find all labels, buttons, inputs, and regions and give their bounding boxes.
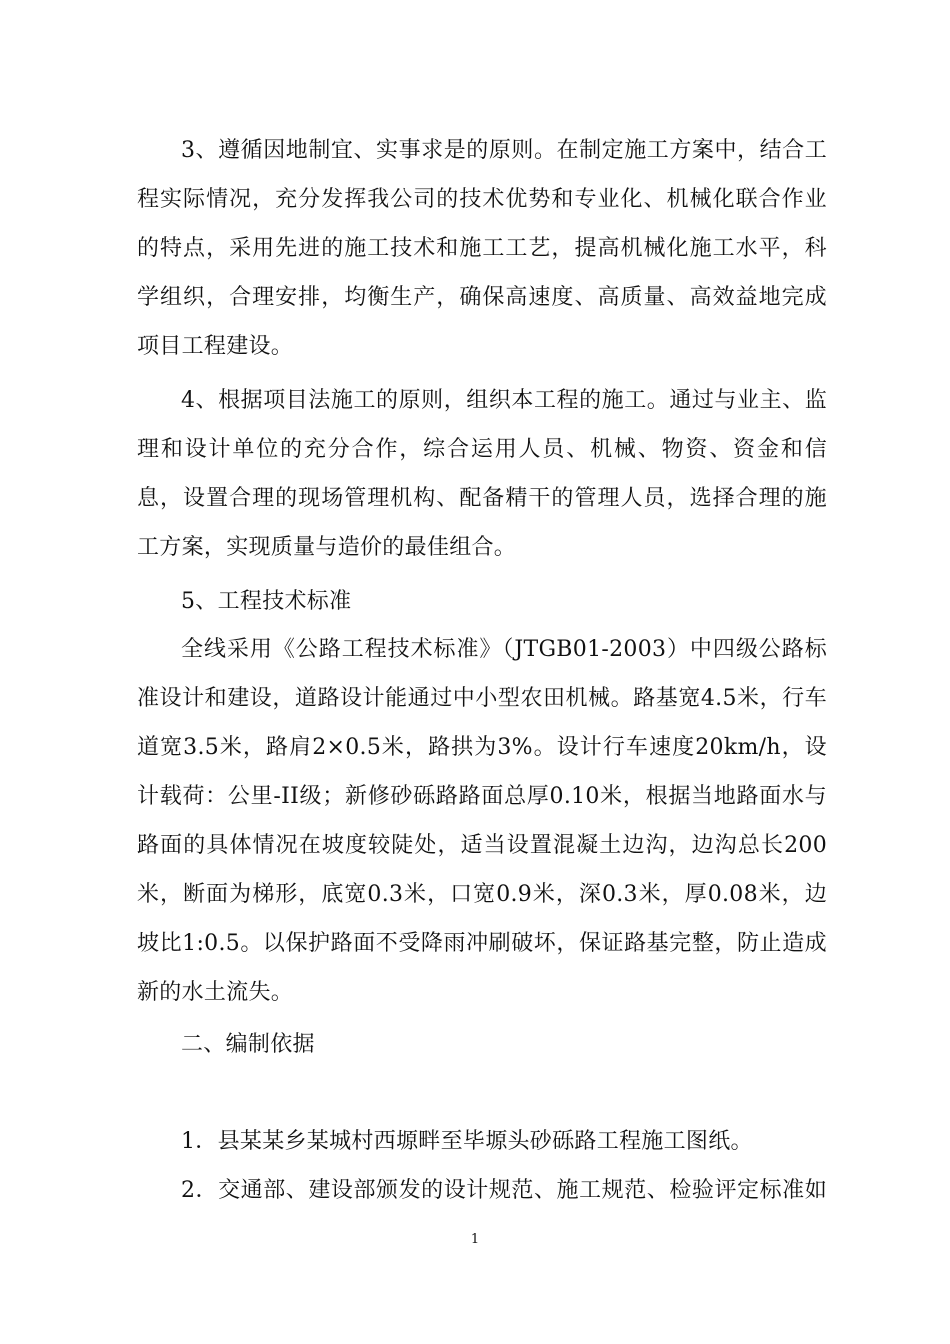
basis-item-1: 1．县某某乡某城村西塬畔至毕塬头砂砾路工程施工图纸。 — [181, 1129, 753, 1154]
basis-item-2: 2．交通部、建设部颁发的设计规范、施工规范、检验评定标准如 — [181, 1178, 827, 1203]
principle-3-paragraph: 3、遵循因地制宜、实事求是的原则。在制定施工方案中，结合工程实际情况，充分发挥我公司的技术优势和专业化、机械化联合作业的特点，采用先进的施工技术和施工工艺，提高机械化施工水平，科学组织，合理安排，均衡生产，确保高速度、高质量、高效益地完成项目工程建设。 — [137, 138, 827, 359]
page-number: 1 — [470, 1232, 480, 1247]
technical-standard-paragraph: 全线采用《公路工程技术标准》（JTGB01-2003）中四级公路标准设计和建设，道路设计能通过中小型农田机械。路基宽4.5米，行车道宽3.5米，路肩2×0.5米，路拱为3%。设计行车速度20km/h，设计载荷：公里-II级；新修砂砾路路面总厚0.10米，根据当地路面水与路面的具体情况在坡度较陡处，适当设置混凝土边沟，边沟总长200米，断面为梯形，底宽0.3米，口宽0.9米，深0.3米，厚0.08米，边坡比1:0.5。以保护路面不受降雨冲刷破坏，保证路基完整，防止造成新的水土流失。 — [137, 637, 827, 1005]
compilation-basis-heading: 二、编制依据 — [181, 1032, 315, 1057]
technical-standard-heading: 5、工程技术标准 — [181, 589, 352, 614]
principle-4-paragraph: 4、根据项目法施工的原则，组织本工程的施工。通过与业主、监理和设计单位的充分合作，综合运用人员、机械、物资、资金和信息，设置合理的现场管理机构、配备精干的管理人员，选择合理的施工方案，实现质量与造价的最佳组合。 — [137, 388, 827, 560]
